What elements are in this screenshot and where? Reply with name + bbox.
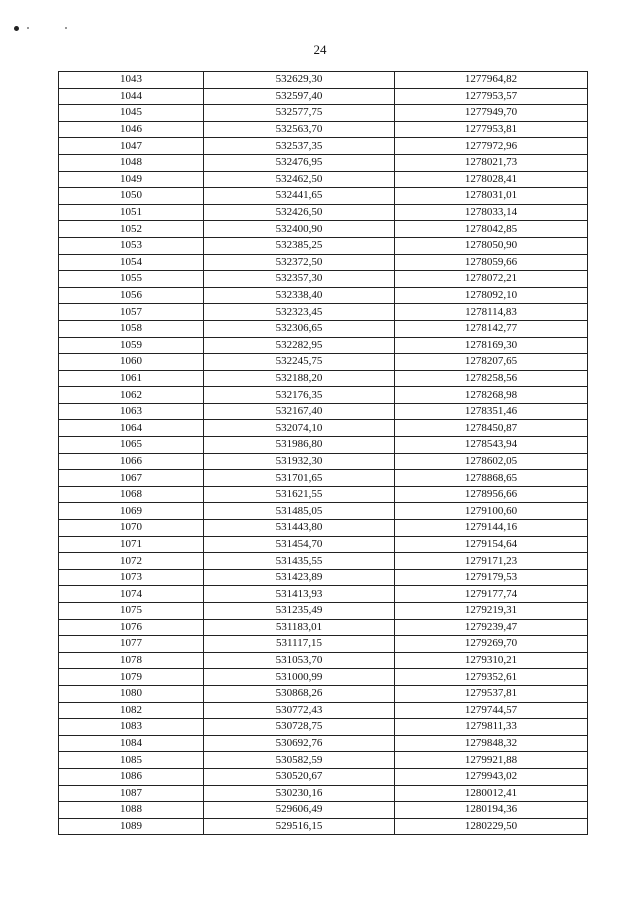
point-number-cell: 1053 — [59, 237, 204, 254]
x-coordinate-cell: 531986,80 — [204, 437, 395, 454]
point-number-cell: 1043 — [59, 72, 204, 89]
table-row — [59, 503, 588, 520]
y-coordinate-cell: 1277953,81 — [395, 121, 588, 138]
table-row — [59, 802, 588, 819]
point-number-cell: 1077 — [59, 636, 204, 653]
x-coordinate-cell: 529606,49 — [204, 802, 395, 819]
point-number-cell: 1058 — [59, 320, 204, 337]
y-coordinate-cell: 1277972,96 — [395, 138, 588, 155]
x-coordinate-cell: 532385,25 — [204, 237, 395, 254]
point-number-cell: 1047 — [59, 138, 204, 155]
point-number-cell: 1056 — [59, 287, 204, 304]
y-coordinate-cell: 1278033,14 — [395, 204, 588, 221]
table-row — [59, 105, 588, 122]
point-number-cell: 1048 — [59, 154, 204, 171]
y-coordinate-cell: 1278207,65 — [395, 354, 588, 371]
point-number-cell: 1073 — [59, 569, 204, 586]
point-number-cell: 1082 — [59, 702, 204, 719]
x-coordinate-cell: 530230,16 — [204, 785, 395, 802]
y-coordinate-cell: 1279352,61 — [395, 669, 588, 686]
y-coordinate-cell: 1278602,05 — [395, 453, 588, 470]
point-number-cell: 1084 — [59, 735, 204, 752]
x-coordinate-cell: 531235,49 — [204, 603, 395, 620]
x-coordinate-cell: 530692,76 — [204, 735, 395, 752]
x-coordinate-cell: 532462,50 — [204, 171, 395, 188]
x-coordinate-cell: 531485,05 — [204, 503, 395, 520]
y-coordinate-cell: 1279921,88 — [395, 752, 588, 769]
x-coordinate-cell: 531117,15 — [204, 636, 395, 653]
table-row — [59, 72, 588, 89]
y-coordinate-cell: 1278059,66 — [395, 254, 588, 271]
y-coordinate-cell: 1278142,77 — [395, 320, 588, 337]
y-coordinate-cell: 1279171,23 — [395, 553, 588, 570]
point-number-cell: 1062 — [59, 387, 204, 404]
y-coordinate-cell: 1279219,31 — [395, 603, 588, 620]
y-coordinate-cell: 1278028,41 — [395, 171, 588, 188]
table-row — [59, 735, 588, 752]
point-number-cell: 1070 — [59, 520, 204, 537]
table-row — [59, 669, 588, 686]
table-row — [59, 470, 588, 487]
x-coordinate-cell: 532400,90 — [204, 221, 395, 238]
x-coordinate-cell: 530582,59 — [204, 752, 395, 769]
point-number-cell: 1078 — [59, 652, 204, 669]
x-coordinate-cell: 530868,26 — [204, 685, 395, 702]
table-row — [59, 652, 588, 669]
x-coordinate-cell: 531053,70 — [204, 652, 395, 669]
table-row — [59, 536, 588, 553]
x-coordinate-cell: 531932,30 — [204, 453, 395, 470]
y-coordinate-cell: 1278258,56 — [395, 370, 588, 387]
y-coordinate-cell: 1279943,02 — [395, 768, 588, 785]
y-coordinate-cell: 1279537,81 — [395, 685, 588, 702]
y-coordinate-cell: 1278169,30 — [395, 337, 588, 354]
x-coordinate-cell: 532306,65 — [204, 320, 395, 337]
scan-mark — [65, 27, 67, 29]
table-row — [59, 403, 588, 420]
y-coordinate-cell: 1279144,16 — [395, 520, 588, 537]
point-number-cell: 1079 — [59, 669, 204, 686]
point-number-cell: 1044 — [59, 88, 204, 105]
point-number-cell: 1089 — [59, 818, 204, 835]
y-coordinate-cell: 1278092,10 — [395, 287, 588, 304]
x-coordinate-cell: 532476,95 — [204, 154, 395, 171]
point-number-cell: 1064 — [59, 420, 204, 437]
x-coordinate-cell: 532167,40 — [204, 403, 395, 420]
y-coordinate-cell: 1278956,66 — [395, 486, 588, 503]
y-coordinate-cell: 1280012,41 — [395, 785, 588, 802]
table-row — [59, 304, 588, 321]
point-number-cell: 1083 — [59, 719, 204, 736]
x-coordinate-cell: 532176,35 — [204, 387, 395, 404]
point-number-cell: 1067 — [59, 470, 204, 487]
y-coordinate-cell: 1278072,21 — [395, 271, 588, 288]
table-row — [59, 337, 588, 354]
y-coordinate-cell: 1279310,21 — [395, 652, 588, 669]
x-coordinate-cell: 532563,70 — [204, 121, 395, 138]
y-coordinate-cell: 1278268,98 — [395, 387, 588, 404]
table-row — [59, 702, 588, 719]
y-coordinate-cell: 1278868,65 — [395, 470, 588, 487]
x-coordinate-cell: 531454,70 — [204, 536, 395, 553]
point-number-cell: 1060 — [59, 354, 204, 371]
x-coordinate-cell: 531701,65 — [204, 470, 395, 487]
scan-mark — [14, 26, 19, 31]
page-number: 24 — [313, 42, 327, 57]
x-coordinate-cell: 531183,01 — [204, 619, 395, 636]
y-coordinate-cell: 1277964,82 — [395, 72, 588, 89]
table-row — [59, 204, 588, 221]
table-row — [59, 171, 588, 188]
point-number-cell: 1045 — [59, 105, 204, 122]
x-coordinate-cell: 531413,93 — [204, 586, 395, 603]
y-coordinate-cell: 1278114,83 — [395, 304, 588, 321]
point-number-cell: 1059 — [59, 337, 204, 354]
table-row — [59, 619, 588, 636]
point-number-cell: 1074 — [59, 586, 204, 603]
table-row — [59, 818, 588, 835]
table-row — [59, 121, 588, 138]
x-coordinate-cell: 532074,10 — [204, 420, 395, 437]
y-coordinate-cell: 1279239,47 — [395, 619, 588, 636]
point-number-cell: 1051 — [59, 204, 204, 221]
x-coordinate-cell: 531435,55 — [204, 553, 395, 570]
y-coordinate-cell: 1279179,53 — [395, 569, 588, 586]
point-number-cell: 1057 — [59, 304, 204, 321]
point-number-cell: 1075 — [59, 603, 204, 620]
table-row — [59, 486, 588, 503]
table-row — [59, 553, 588, 570]
table-row — [59, 520, 588, 537]
x-coordinate-cell: 532577,75 — [204, 105, 395, 122]
y-coordinate-cell: 1279154,64 — [395, 536, 588, 553]
x-coordinate-cell: 531000,99 — [204, 669, 395, 686]
y-coordinate-cell: 1280194,36 — [395, 802, 588, 819]
point-number-cell: 1052 — [59, 221, 204, 238]
point-number-cell: 1050 — [59, 188, 204, 205]
x-coordinate-cell: 532426,50 — [204, 204, 395, 221]
table-row — [59, 636, 588, 653]
table-row — [59, 221, 588, 238]
x-coordinate-cell: 532323,45 — [204, 304, 395, 321]
point-number-cell: 1076 — [59, 619, 204, 636]
x-coordinate-cell: 532357,30 — [204, 271, 395, 288]
table-row — [59, 237, 588, 254]
table-row — [59, 188, 588, 205]
y-coordinate-cell: 1279269,70 — [395, 636, 588, 653]
y-coordinate-cell: 1279848,32 — [395, 735, 588, 752]
table-row — [59, 768, 588, 785]
point-number-cell: 1086 — [59, 768, 204, 785]
y-coordinate-cell: 1279744,57 — [395, 702, 588, 719]
x-coordinate-cell: 532188,20 — [204, 370, 395, 387]
y-coordinate-cell: 1278351,46 — [395, 403, 588, 420]
point-number-cell: 1066 — [59, 453, 204, 470]
y-coordinate-cell: 1278050,90 — [395, 237, 588, 254]
x-coordinate-cell: 530728,75 — [204, 719, 395, 736]
table-row — [59, 370, 588, 387]
table-row — [59, 569, 588, 586]
point-number-cell: 1069 — [59, 503, 204, 520]
table-row — [59, 437, 588, 454]
table-row — [59, 354, 588, 371]
x-coordinate-cell: 532245,75 — [204, 354, 395, 371]
y-coordinate-cell: 1278450,87 — [395, 420, 588, 437]
x-coordinate-cell: 532372,50 — [204, 254, 395, 271]
point-number-cell: 1085 — [59, 752, 204, 769]
table-row — [59, 785, 588, 802]
coordinates-table — [58, 71, 588, 835]
y-coordinate-cell: 1277949,70 — [395, 105, 588, 122]
y-coordinate-cell: 1278543,94 — [395, 437, 588, 454]
point-number-cell: 1065 — [59, 437, 204, 454]
table-row — [59, 420, 588, 437]
table-row — [59, 719, 588, 736]
x-coordinate-cell: 532597,40 — [204, 88, 395, 105]
table-row — [59, 88, 588, 105]
table-row — [59, 685, 588, 702]
table-row — [59, 320, 588, 337]
point-number-cell: 1061 — [59, 370, 204, 387]
y-coordinate-cell: 1279177,74 — [395, 586, 588, 603]
point-number-cell: 1063 — [59, 403, 204, 420]
table-row — [59, 752, 588, 769]
y-coordinate-cell: 1278031,01 — [395, 188, 588, 205]
x-coordinate-cell: 532282,95 — [204, 337, 395, 354]
table-row — [59, 254, 588, 271]
point-number-cell: 1068 — [59, 486, 204, 503]
table-row — [59, 138, 588, 155]
x-coordinate-cell: 530520,67 — [204, 768, 395, 785]
point-number-cell: 1072 — [59, 553, 204, 570]
x-coordinate-cell: 532338,40 — [204, 287, 395, 304]
point-number-cell: 1088 — [59, 802, 204, 819]
x-coordinate-cell: 531443,80 — [204, 520, 395, 537]
table-row — [59, 154, 588, 171]
point-number-cell: 1055 — [59, 271, 204, 288]
x-coordinate-cell: 532441,65 — [204, 188, 395, 205]
point-number-cell: 1054 — [59, 254, 204, 271]
x-coordinate-cell: 531423,89 — [204, 569, 395, 586]
point-number-cell: 1071 — [59, 536, 204, 553]
table-row — [59, 287, 588, 304]
x-coordinate-cell: 532537,35 — [204, 138, 395, 155]
point-number-cell: 1087 — [59, 785, 204, 802]
x-coordinate-cell: 530772,43 — [204, 702, 395, 719]
y-coordinate-cell: 1280229,50 — [395, 818, 588, 835]
table-row — [59, 586, 588, 603]
coordinates-table-body — [59, 72, 588, 835]
y-coordinate-cell: 1279811,33 — [395, 719, 588, 736]
y-coordinate-cell: 1278042,85 — [395, 221, 588, 238]
x-coordinate-cell: 531621,55 — [204, 486, 395, 503]
y-coordinate-cell: 1277953,57 — [395, 88, 588, 105]
y-coordinate-cell: 1278021,73 — [395, 154, 588, 171]
y-coordinate-cell: 1279100,60 — [395, 503, 588, 520]
table-row — [59, 453, 588, 470]
table-row — [59, 603, 588, 620]
table-row — [59, 387, 588, 404]
table-row — [59, 271, 588, 288]
scan-mark — [27, 27, 29, 29]
point-number-cell: 1080 — [59, 685, 204, 702]
point-number-cell: 1049 — [59, 171, 204, 188]
x-coordinate-cell: 532629,30 — [204, 72, 395, 89]
point-number-cell: 1046 — [59, 121, 204, 138]
x-coordinate-cell: 529516,15 — [204, 818, 395, 835]
